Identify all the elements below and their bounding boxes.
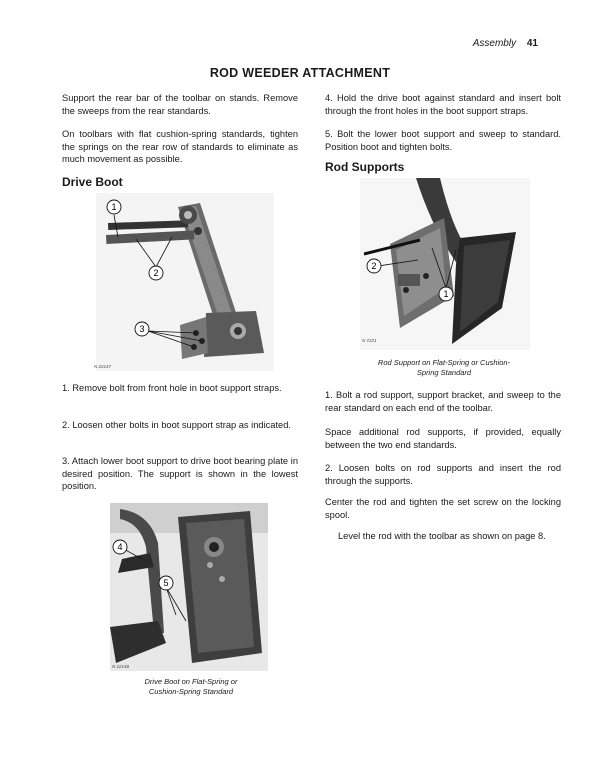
figure-caption: [354, 358, 534, 378]
intro-paragraph-1: Support the rear bar of the toolbar on stands. Remove the sweeps from the rear standards.: [62, 93, 298, 116]
drive-boot-illustration: [96, 193, 274, 371]
caption-line-2: Spring Standard: [416, 368, 472, 377]
step-4: 4. Hold the drive boot against standard and insert bolt through the front holes in the boot support straps.: [325, 93, 561, 116]
caption-line-1: Drive Boot on Flat-Spring or: [144, 677, 238, 686]
drive-boot-heading: Drive Boot: [62, 175, 123, 189]
page-header: [473, 38, 538, 49]
rod-center-note: Center the rod and tighten the set screw on the locking spool.: [325, 497, 561, 520]
callout-1: 1: [443, 289, 449, 299]
callout-4: 4: [117, 542, 123, 552]
page-title: ROD WEEDER ATTACHMENT: [209, 66, 391, 80]
intro-paragraph-2: On toolbars with flat cushion-spring standards, tighten the springs on the rear row of standards to eliminate as much movement as possible.: [62, 129, 298, 165]
caption-line-1: Rod Support on Flat-Spring or Cushion-: [377, 358, 511, 367]
rod-level-note: Level the rod with the toolbar as shown on page 8.: [338, 531, 546, 541]
drive-boot-standard-figure: [110, 503, 268, 671]
page-number: 41: [526, 38, 538, 49]
rod-spacing-note: Space additional rod supports, if provided, equally between the two end standards.: [325, 427, 561, 450]
figure-number: N 22147: [94, 364, 112, 369]
section-name: Assembly: [472, 38, 517, 49]
figure-number: N 7221: [362, 338, 377, 343]
step-5: 5. Bolt the lower boot support and sweep to standard. Position boot and tighten bolts.: [325, 129, 561, 152]
callout-3: 3: [139, 324, 145, 334]
rod-supports-heading: Rod Supports: [325, 160, 405, 174]
figure-number: N 22148: [112, 664, 130, 669]
figure-caption: [96, 677, 286, 697]
callout-5: 5: [163, 578, 169, 588]
callout-2: 2: [371, 261, 377, 271]
callout-1: 1: [111, 202, 117, 212]
rod-support-illustration: [360, 178, 530, 350]
step-1: 1. Remove bolt from front hole in boot support straps.: [62, 383, 282, 393]
callout-2: 2: [153, 268, 159, 278]
step-2: 2. Loosen other bolts in boot support strap as indicated.: [62, 420, 291, 430]
drive-boot-figure: [96, 193, 274, 371]
caption-line-2: Cushion-Spring Standard: [148, 687, 234, 696]
drive-boot-standard-illustration: [110, 503, 268, 671]
rod-step-1: 1. Bolt a rod support, support bracket, and sweep to the rear standard on each end of the toolbar.: [325, 390, 561, 413]
rod-support-figure: [360, 178, 530, 350]
rod-step-2: 2. Loosen bolts on rod supports and insert the rod through the supports.: [325, 463, 561, 486]
step-3: 3. Attach lower boot support to drive boot bearing plate in desired position. The support is shown in the lowest position.: [62, 456, 298, 492]
